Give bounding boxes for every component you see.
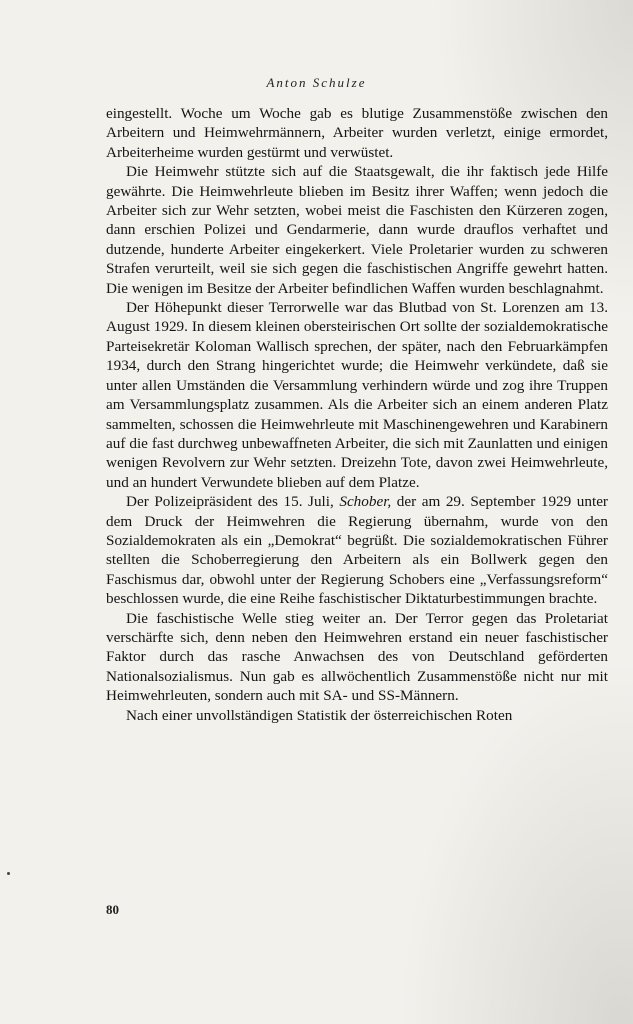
paragraph — [106, 298, 608, 492]
paragraph-text: Nach einer unvollständigen Statistik der österreichischen Roten — [126, 706, 513, 724]
paragraph — [106, 492, 608, 608]
paragraph — [106, 162, 608, 298]
body-text — [106, 104, 608, 725]
scan-speck — [7, 872, 10, 875]
paragraph-text: eingestellt. Woche um Woche gab es blutige Zusammenstöße zwischen den Arbeitern und Heimwehrmännern, Arbeiter wurden verletzt, einige ermordet, Arbeiterheime wurden gestürmt und verwüstet. — [106, 105, 608, 161]
page-number: 80 — [106, 902, 119, 917]
paragraph — [106, 104, 608, 162]
paragraph — [106, 706, 608, 725]
running-head: Anton Schulze — [266, 75, 367, 90]
paragraph-text: Der Höhepunkt dieser Terrorwelle war das Blutbad von St. Lorenzen am 13. August 1929. In diesem kleinen obersteirischen Ort sollte der sozialdemokratische Parteisekretär Koloman Wallisch sprechen, der später, nach den Februarkämpfen 1934, durch den Strang hingerichtet wurde; die Heimwehr verkündete, daß sie unter allen Umständen die Versammlung verhindern würde und zog ihre Truppen am Versammlungsplatz zusammen. Als die Arbeiter sich an einem anderen Platz sammelten, schossen die Heimwehrleute mit Maschinengewehren und Karabinern auf die fast durchweg unbewaffneten Arbeiter, die sich mit Zaunlatten und einigen wenigen Revolvern zur Wehr setzten. Dreizehn Tote, davon zwei Heimwehrleute, und an hundert Verwundete blieben auf dem Platze. — [106, 299, 608, 491]
italic-text: Schober, — [339, 493, 392, 511]
paragraph-text: Die faschistische Welle stieg weiter an. Der Terror gegen das Proletariat verschärfte sich, denn neben den Heimwehren erstand ein neuer faschistischer Faktor durch das rasche Anwachsen des von Deutschland geförderten Nationalsozialismus. Nun gab es allwöchentlich Zusammenstöße nicht nur mit Heimwehrleuten, sondern auch mit SA- und SS-Männern. — [106, 609, 608, 705]
paragraph — [106, 609, 608, 706]
paragraph-text: der am 29. September 1929 unter dem Druck der Heimwehren die Regierung übernahm, wurde von den Sozialdemokraten als ein „Demokrat“ begrüßt. Die sozialdemokratischen Führer stellten die Schoberregierung den Arbeitern als ein Bollwerk gegen den Faschismus dar, obwohl unter der Regierung Schobers eine „Verfassungsreform“ beschlossen wurde, die eine Reihe faschistischer Diktaturbestimmungen brachte. — [106, 493, 608, 608]
paragraph-text: Die Heimwehr stützte sich auf die Staatsgewalt, die ihr faktisch jede Hilfe gewährte. Die Heimwehrleute blieben im Besitz ihrer Waffen; wenn jedoch die Arbeiter sich zur Wehr setzten, wobei meist die Faschisten den Kürzeren zogen, dann erschien Polizei und Gendarmerie, dann wurde drauflos verhaftet und dutzende, hunderte Arbeiter eingekerkert. Viele Proletarier wurden zu schweren Strafen verurteilt, weil sie sich gegen die faschistischen Angriffe gewehrt hatten. Die wenigen im Besitze der Arbeiter befindlichen Waffen wurden beschlagnahmt. — [106, 163, 608, 297]
paragraph-text: Der Polizeipräsident des 15. Juli, — [126, 493, 340, 511]
